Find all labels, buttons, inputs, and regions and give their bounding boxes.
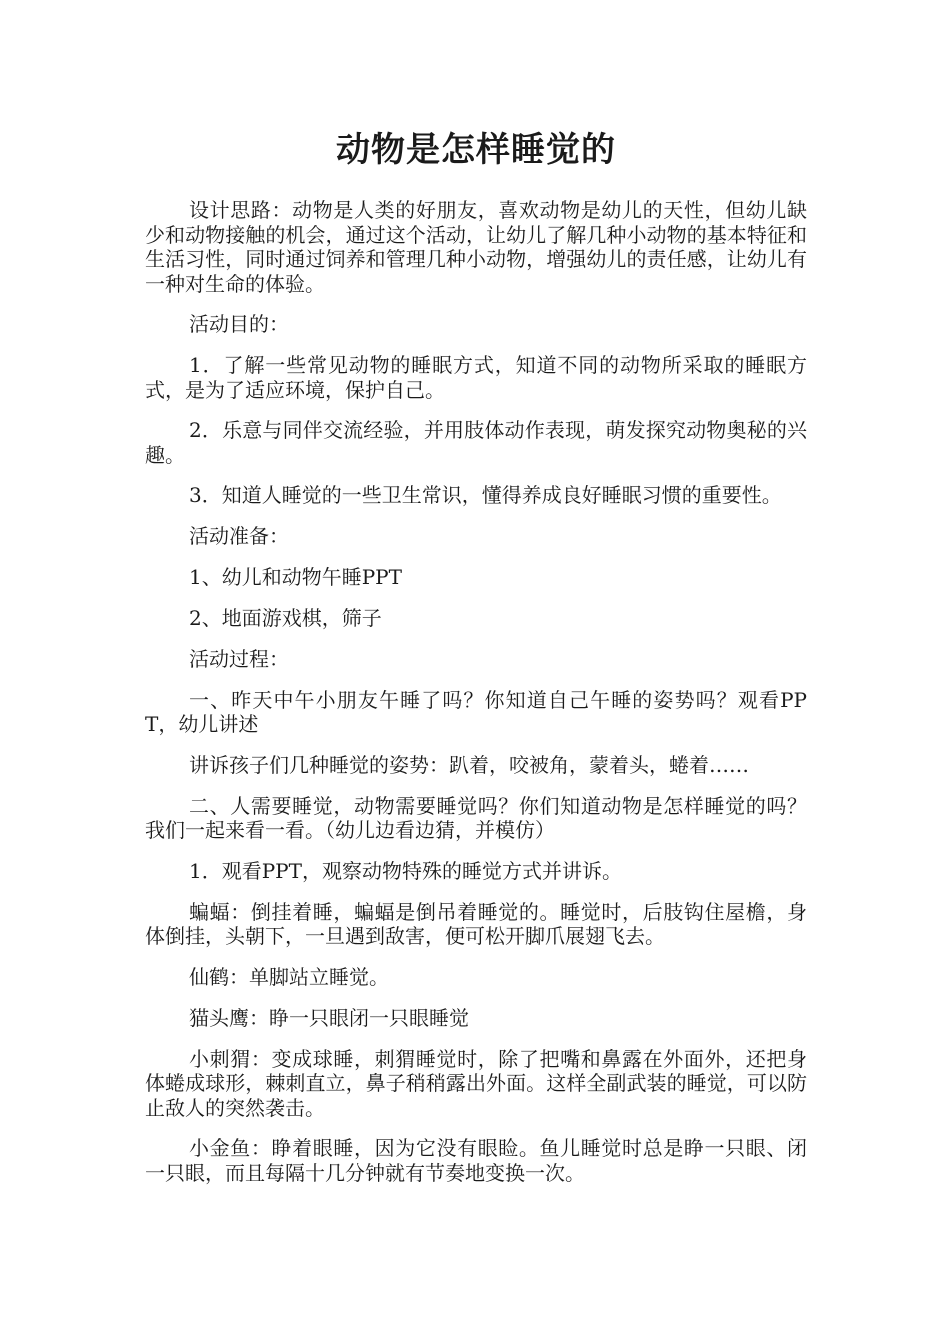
document-title: 动物是怎样睡觉的 <box>336 130 616 170</box>
paragraph-owl: 猫头鹰：睁一只眼闭一只眼睡觉 <box>189 1005 469 1030</box>
paragraph-step-1: 一、昨天中午小朋友午睡了吗？你知道自己午睡的姿势吗？观看PPT，幼儿讲述 <box>145 687 807 736</box>
paragraph-goal-3: 3．知道人睡觉的一些卫生常识，懂得养成良好睡眠习惯的重要性。 <box>189 483 782 507</box>
paragraph-bat: 蝙蝠：倒挂着睡，蝙蝠是倒吊着睡觉的。睡觉时，后肢钩住屋檐，身体倒挂，头朝下，一旦遇到敌害，便可松开脚爪展翅飞去。 <box>145 899 807 948</box>
paragraph-goals-heading: 活动目的： <box>189 312 289 336</box>
paragraph-process-heading: 活动过程： <box>189 646 289 671</box>
paragraph-step-2: 二、人需要睡觉，动物需要睡觉吗？你们知道动物是怎样睡觉的吗？我们一起来看一看。（幼儿边看边猜，并模仿） <box>145 793 807 842</box>
paragraph-goal-1: 1．了解一些常见动物的睡眠方式，知道不同的动物所采取的睡眠方式，是为了适应环境，保护自己。 <box>145 353 807 402</box>
paragraph-hedgehog: 小刺猬：变成球睡，刺猬睡觉时，除了把嘴和鼻露在外面外，还把身体蜷成球形，棘刺直立，鼻子稍稍露出外面。这样全副武装的睡觉，可以防止敌人的突然袭击。 <box>145 1046 807 1120</box>
document-page <box>145 122 807 1201</box>
paragraph-watch-ppt: 1．观看PPT，观察动物特殊的睡觉方式并讲诉。 <box>189 858 622 883</box>
paragraph-design-idea: 设计思路：动物是人类的好朋友，喜欢动物是幼儿的天性，但幼儿缺少和动物接触的机会，通过这个活动，让幼儿了解几种小动物的基本特征和生活习性，同时通过饲养和管理几种小动物，增强幼儿的责任感，让幼儿有一种对生命的体验。 <box>145 198 807 296</box>
paragraph-prep-heading: 活动准备： <box>189 523 289 548</box>
paragraph-prep-1: 1、幼儿和动物午睡PPT <box>189 564 402 589</box>
paragraph-sleep-postures: 讲诉孩子们几种睡觉的姿势：趴着，咬被角，蒙着头，蜷着…… <box>189 752 749 777</box>
paragraph-crane: 仙鹤：单脚站立睡觉。 <box>189 964 389 989</box>
paragraph-goldfish: 小金鱼：睁着眼睡，因为它没有眼睑。鱼儿睡觉时总是睁一只眼、闭一只眼，而且每隔十几分钟就有节奏地变换一次。 <box>145 1136 807 1185</box>
paragraph-prep-2: 2、地面游戏棋，筛子 <box>189 605 382 630</box>
paragraph-goal-2: 2．乐意与同伴交流经验，并用肢体动作表现，萌发探究动物奥秘的兴趣。 <box>145 418 807 467</box>
